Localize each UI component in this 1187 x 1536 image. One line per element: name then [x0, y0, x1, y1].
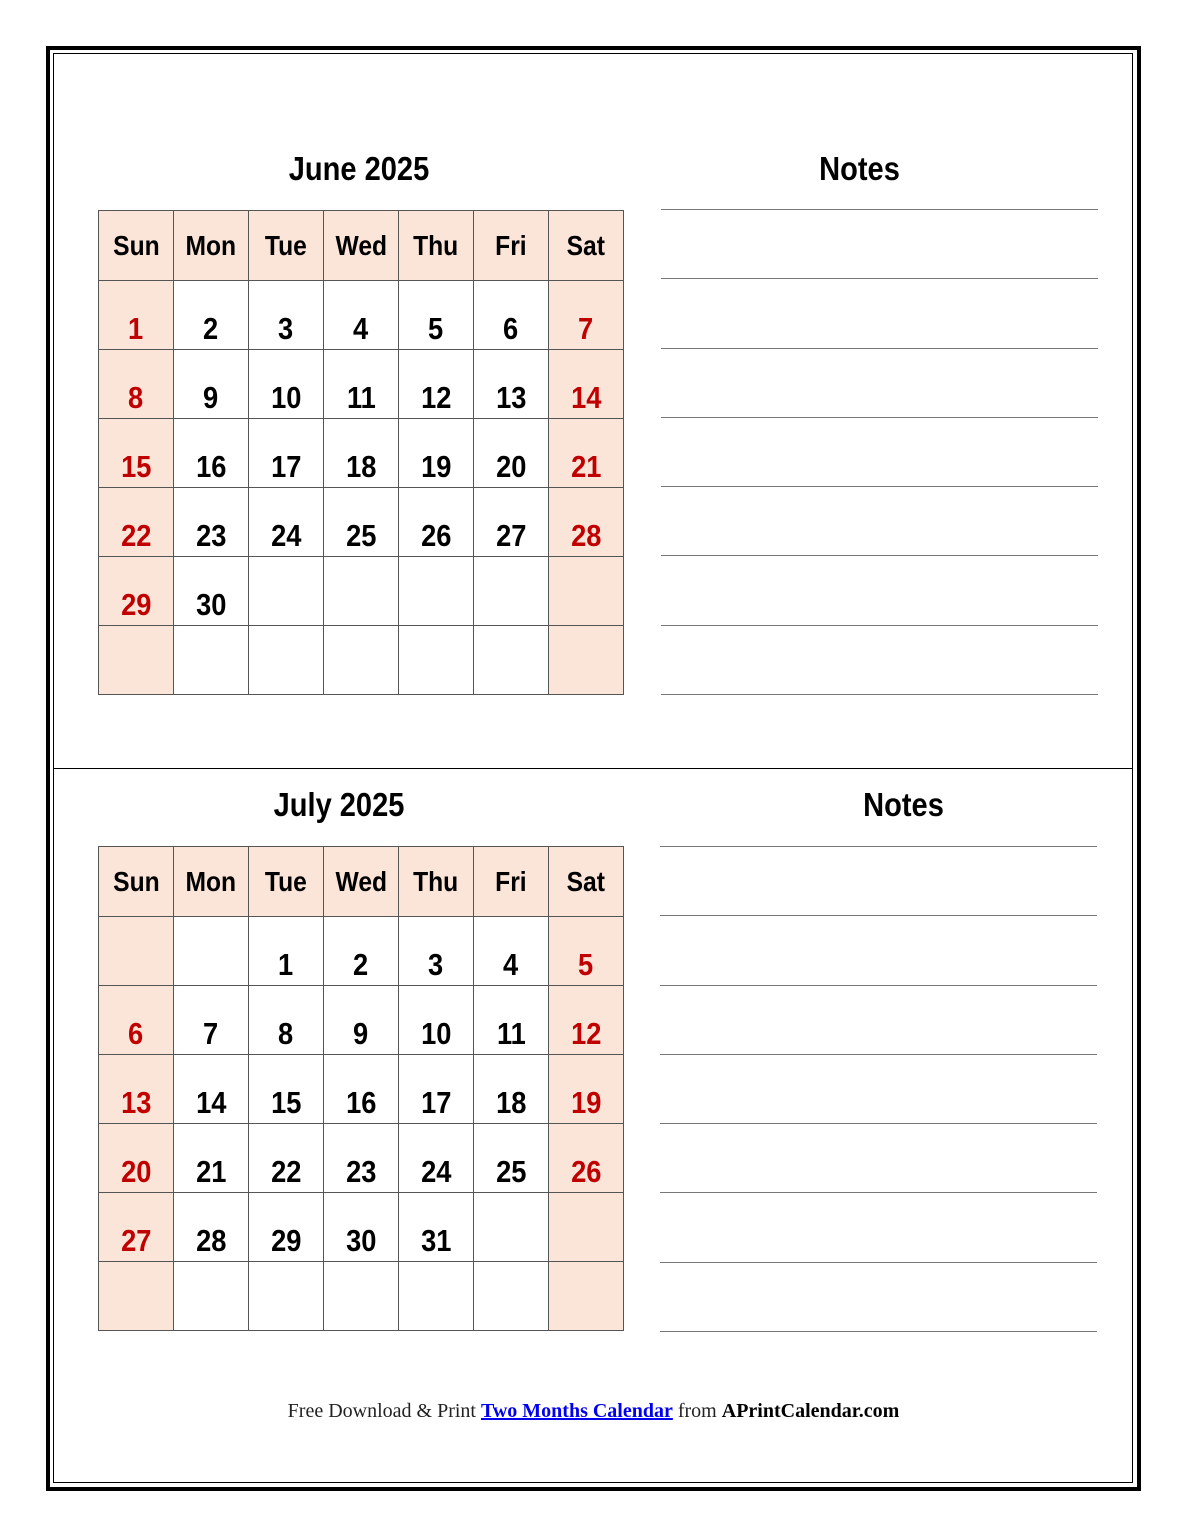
weekday-header [174, 211, 249, 281]
day-cell [249, 626, 324, 695]
week-row [99, 419, 624, 488]
notes-lines-july [660, 846, 1097, 1332]
weekday-label: Wed [335, 229, 387, 261]
day-number: 8 [278, 1016, 294, 1051]
day-cell [324, 557, 399, 626]
day-number: 1 [278, 947, 294, 982]
day-cell [174, 1124, 249, 1193]
day-cell [249, 557, 324, 626]
footer-middle: from [677, 1400, 717, 1422]
day-number: 1 [128, 311, 144, 346]
day-number: 4 [503, 947, 519, 982]
day-cell [474, 626, 549, 695]
day-number: 10 [420, 1016, 452, 1051]
footer-credit [0, 1400, 1187, 1423]
day-cell [549, 488, 624, 557]
day-number: 2 [353, 947, 369, 982]
note-line [661, 486, 1098, 555]
day-cell [399, 917, 474, 986]
weekday-label: Mon [185, 229, 237, 261]
day-number: 22 [270, 1154, 302, 1189]
day-number: 29 [120, 587, 152, 622]
weekday-label: Fri [495, 229, 527, 261]
day-cell [99, 1124, 174, 1193]
day-cell [549, 1262, 624, 1331]
day-number: 19 [570, 1085, 602, 1120]
day-cell [549, 557, 624, 626]
weekday-header [474, 847, 549, 917]
day-cell [99, 350, 174, 419]
day-number: 23 [345, 1154, 377, 1189]
note-line [660, 985, 1097, 1054]
week-row [99, 488, 624, 557]
day-cell [249, 917, 324, 986]
day-number: 5 [428, 311, 444, 346]
day-cell [324, 419, 399, 488]
note-line [660, 846, 1097, 915]
weekday-label: Sun [112, 229, 160, 261]
day-cell [249, 1124, 324, 1193]
day-cell [324, 626, 399, 695]
day-number: 26 [420, 518, 452, 553]
day-cell [174, 281, 249, 350]
day-number: 2 [203, 311, 219, 346]
day-cell [99, 488, 174, 557]
day-cell [549, 986, 624, 1055]
note-line [661, 348, 1098, 417]
calendar-grid-june [98, 210, 624, 695]
day-cell [99, 419, 174, 488]
day-cell [474, 1262, 549, 1331]
day-cell [324, 281, 399, 350]
weekday-header [474, 211, 549, 281]
day-cell [549, 281, 624, 350]
day-cell [174, 626, 249, 695]
two-months-calendar-link[interactable]: Two Months Calendar [480, 1400, 673, 1422]
weekday-label: Sat [566, 229, 606, 261]
day-number: 28 [195, 1223, 227, 1258]
day-cell [324, 350, 399, 419]
note-line [661, 625, 1098, 694]
day-number: 23 [195, 518, 227, 553]
day-cell [249, 350, 324, 419]
day-number: 11 [496, 1016, 526, 1051]
day-cell [174, 419, 249, 488]
note-line [660, 1331, 1097, 1332]
day-number: 6 [128, 1016, 144, 1051]
day-number: 13 [120, 1085, 152, 1120]
day-cell [399, 1124, 474, 1193]
day-cell [399, 986, 474, 1055]
day-cell [399, 1055, 474, 1124]
day-cell [549, 419, 624, 488]
day-cell [174, 488, 249, 557]
day-cell [249, 986, 324, 1055]
day-number: 15 [120, 449, 152, 484]
day-cell [549, 917, 624, 986]
month-title-july: July 2025 [273, 786, 405, 823]
weekday-header [249, 847, 324, 917]
day-number: 16 [195, 449, 227, 484]
day-number: 21 [195, 1154, 227, 1189]
weekday-header [249, 211, 324, 281]
note-line [660, 915, 1097, 984]
day-cell [474, 488, 549, 557]
weekday-header [399, 211, 474, 281]
day-number: 18 [345, 449, 377, 484]
day-cell [174, 1055, 249, 1124]
note-line [661, 209, 1098, 278]
day-number: 3 [428, 947, 444, 982]
day-number: 13 [495, 380, 527, 415]
day-number: 27 [120, 1223, 152, 1258]
day-number: 14 [195, 1085, 227, 1120]
weekday-label: Thu [413, 865, 459, 897]
weekday-label: Thu [413, 229, 459, 261]
weekday-label: Sun [112, 865, 160, 897]
day-cell [399, 419, 474, 488]
note-line [661, 278, 1098, 347]
day-number: 14 [570, 380, 602, 415]
weekday-header [324, 847, 399, 917]
day-cell [324, 488, 399, 557]
day-cell [249, 1262, 324, 1331]
day-cell [474, 1124, 549, 1193]
weekday-header-row [99, 211, 624, 281]
note-line [660, 1192, 1097, 1261]
day-cell [324, 986, 399, 1055]
day-cell [474, 1055, 549, 1124]
day-cell [174, 1193, 249, 1262]
day-number: 9 [203, 380, 219, 415]
day-cell [549, 350, 624, 419]
day-number: 16 [345, 1085, 377, 1120]
day-cell [324, 1193, 399, 1262]
day-cell [324, 917, 399, 986]
day-number: 12 [420, 380, 452, 415]
day-cell [99, 917, 174, 986]
day-cell [249, 1193, 324, 1262]
day-cell [399, 557, 474, 626]
day-number: 7 [203, 1016, 219, 1051]
weekday-header [399, 847, 474, 917]
weekday-header [549, 211, 624, 281]
day-number: 11 [346, 380, 376, 415]
day-number: 29 [270, 1223, 302, 1258]
note-line [661, 555, 1098, 624]
weekday-label: Tue [265, 229, 307, 261]
weekday-header [174, 847, 249, 917]
day-cell [99, 557, 174, 626]
weekday-label: Wed [335, 865, 387, 897]
day-number: 25 [345, 518, 377, 553]
notes-lines-june [661, 209, 1098, 695]
day-number: 10 [270, 380, 302, 415]
footer-site-name: APrintCalendar.com [721, 1400, 900, 1422]
day-number: 5 [578, 947, 594, 982]
day-cell [99, 1193, 174, 1262]
notes-title-june: Notes [819, 150, 900, 187]
day-cell [474, 281, 549, 350]
note-line [661, 694, 1098, 695]
day-cell [399, 281, 474, 350]
day-number: 3 [278, 311, 294, 346]
day-number: 31 [420, 1223, 452, 1258]
calendar-grid-july [98, 846, 624, 1331]
day-cell [99, 1055, 174, 1124]
day-cell [474, 986, 549, 1055]
week-row [99, 626, 624, 695]
month-title-june: June 2025 [288, 150, 430, 187]
day-cell [249, 488, 324, 557]
weekday-header [549, 847, 624, 917]
day-cell [474, 419, 549, 488]
day-cell [399, 1262, 474, 1331]
day-cell [99, 1262, 174, 1331]
day-number: 30 [345, 1223, 377, 1258]
week-row [99, 350, 624, 419]
day-cell [99, 281, 174, 350]
day-cell [249, 419, 324, 488]
day-cell [174, 917, 249, 986]
weekday-header [99, 847, 174, 917]
notes-title-july: Notes [863, 786, 944, 823]
day-cell [399, 1193, 474, 1262]
day-cell [474, 557, 549, 626]
day-cell [549, 626, 624, 695]
weekday-label: Mon [185, 865, 237, 897]
note-line [660, 1054, 1097, 1123]
day-number: 24 [420, 1154, 452, 1189]
day-cell [249, 1055, 324, 1124]
day-number: 28 [570, 518, 602, 553]
day-number: 4 [353, 311, 369, 346]
day-cell [324, 1124, 399, 1193]
day-number: 26 [570, 1154, 602, 1189]
day-number: 17 [270, 449, 302, 484]
week-row [99, 281, 624, 350]
day-number: 25 [495, 1154, 527, 1189]
day-cell [174, 986, 249, 1055]
day-number: 30 [195, 587, 227, 622]
week-row [99, 986, 624, 1055]
day-number: 12 [570, 1016, 602, 1051]
day-cell [474, 917, 549, 986]
day-cell [549, 1193, 624, 1262]
day-cell [324, 1262, 399, 1331]
note-line [661, 417, 1098, 486]
day-cell [99, 986, 174, 1055]
week-row [99, 1193, 624, 1262]
day-number: 27 [495, 518, 527, 553]
section-divider [54, 768, 1132, 769]
day-cell [249, 281, 324, 350]
day-cell [399, 626, 474, 695]
note-line [660, 1262, 1097, 1331]
day-number: 15 [270, 1085, 302, 1120]
weekday-header [99, 211, 174, 281]
footer-prefix: Free Download & Print [287, 1400, 476, 1422]
week-row [99, 1262, 624, 1331]
week-row [99, 1124, 624, 1193]
day-number: 18 [495, 1085, 527, 1120]
day-cell [474, 350, 549, 419]
day-number: 22 [120, 518, 152, 553]
weekday-label: Fri [495, 865, 527, 897]
day-cell [549, 1124, 624, 1193]
day-number: 19 [420, 449, 452, 484]
day-number: 21 [570, 449, 602, 484]
weekday-header [324, 211, 399, 281]
day-cell [174, 350, 249, 419]
day-cell [174, 1262, 249, 1331]
week-row [99, 1055, 624, 1124]
day-number: 17 [420, 1085, 452, 1120]
day-cell [99, 626, 174, 695]
note-line [660, 1123, 1097, 1192]
day-number: 7 [578, 311, 594, 346]
day-cell [324, 1055, 399, 1124]
weekday-label: Sat [566, 865, 606, 897]
day-number: 8 [128, 380, 144, 415]
day-number: 20 [495, 449, 527, 484]
week-row [99, 917, 624, 986]
day-cell [174, 557, 249, 626]
day-number: 9 [353, 1016, 369, 1051]
day-number: 24 [270, 518, 302, 553]
day-cell [399, 350, 474, 419]
weekday-label: Tue [265, 865, 307, 897]
day-cell [474, 1193, 549, 1262]
day-number: 20 [120, 1154, 152, 1189]
day-number: 6 [503, 311, 519, 346]
weekday-header-row [99, 847, 624, 917]
week-row [99, 557, 624, 626]
day-cell [399, 488, 474, 557]
day-cell [549, 1055, 624, 1124]
